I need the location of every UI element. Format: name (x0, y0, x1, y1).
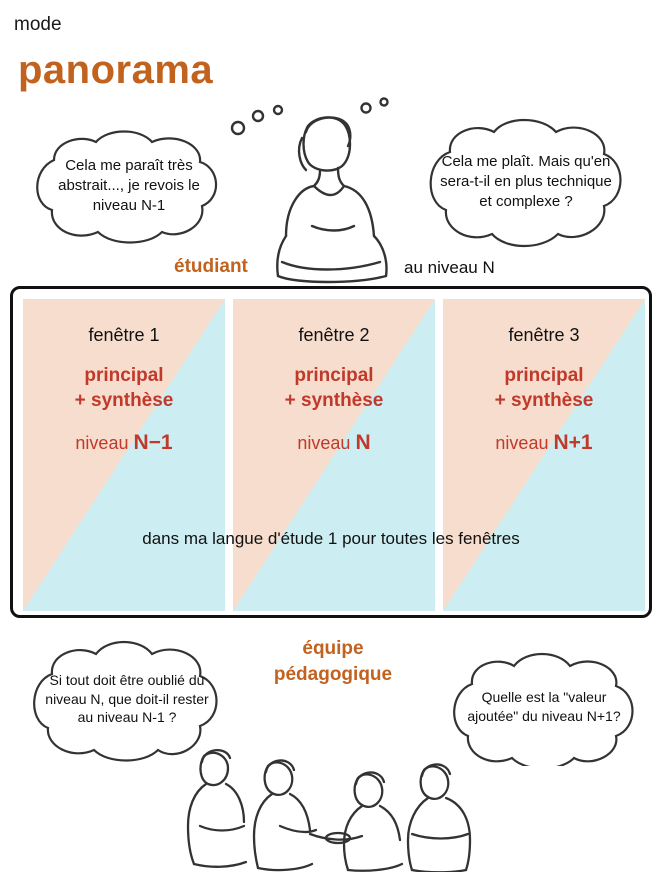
window-2-level-value: N (355, 431, 371, 455)
window-2-level-prefix: niveau (297, 433, 356, 454)
thought-bubble-team-right (444, 648, 644, 766)
thought-bubble-team-left-text: Si tout doit être oublié du niveau N, que doit-il rester au niveau N-1 ? (45, 671, 209, 726)
window-3-main (443, 364, 645, 413)
window-3-title: fenêtre 3 (508, 325, 580, 345)
page-title: panorama (18, 48, 214, 92)
thought-bubble-student-right-text: Cela me plaît. Mais qu'en sera-t-il en plus technique et complexe ? (440, 152, 612, 211)
panel-footer-text: dans ma langue d'étude 1 pour toutes les fenêtres (142, 529, 520, 548)
window-1-level (23, 431, 225, 455)
role-label-team: équipe pédagogique (273, 638, 393, 685)
windows-panel (10, 286, 652, 618)
student-thinking-figure-icon (216, 86, 436, 296)
window-2-main-line2: + synthèse (284, 389, 384, 411)
window-1-level-value: N−1 (133, 431, 173, 455)
thought-bubble-student-right (418, 112, 634, 252)
thought-bubble-student-left (24, 126, 234, 246)
window-1-title: fenêtre 1 (88, 325, 160, 345)
window-1[interactable] (23, 299, 225, 611)
role-label-student: étudiant (174, 256, 248, 277)
mode-label: mode (14, 14, 62, 35)
thought-bubble-student-left-text: Cela me paraît très abstrait..., je revois le niveau N-1 (58, 156, 200, 215)
window-3-main-line1: principal (504, 365, 584, 386)
window-3-level (443, 431, 645, 455)
window-1-main-line2: + synthèse (74, 389, 174, 411)
window-2-title: fenêtre 2 (298, 325, 370, 345)
window-1-main (23, 364, 225, 413)
window-3-level-value: N+1 (553, 431, 593, 455)
window-1-level-prefix: niveau (75, 433, 134, 454)
role-label-student-level: au niveau N (404, 258, 495, 277)
windows-row (23, 299, 645, 611)
window-2-main-line1: principal (294, 365, 374, 386)
window-3[interactable] (443, 299, 645, 611)
window-2-level (233, 431, 435, 455)
window-1-main-line1: principal (84, 365, 164, 386)
thought-bubble-team-right-text: Quelle est la "valeur ajoutée" du niveau N+1? (467, 689, 621, 724)
window-2[interactable] (233, 299, 435, 611)
window-3-main-line2: + synthèse (494, 389, 594, 411)
thought-bubble-team-left (22, 636, 232, 762)
window-2-main (233, 364, 435, 413)
window-3-level-prefix: niveau (495, 433, 554, 454)
